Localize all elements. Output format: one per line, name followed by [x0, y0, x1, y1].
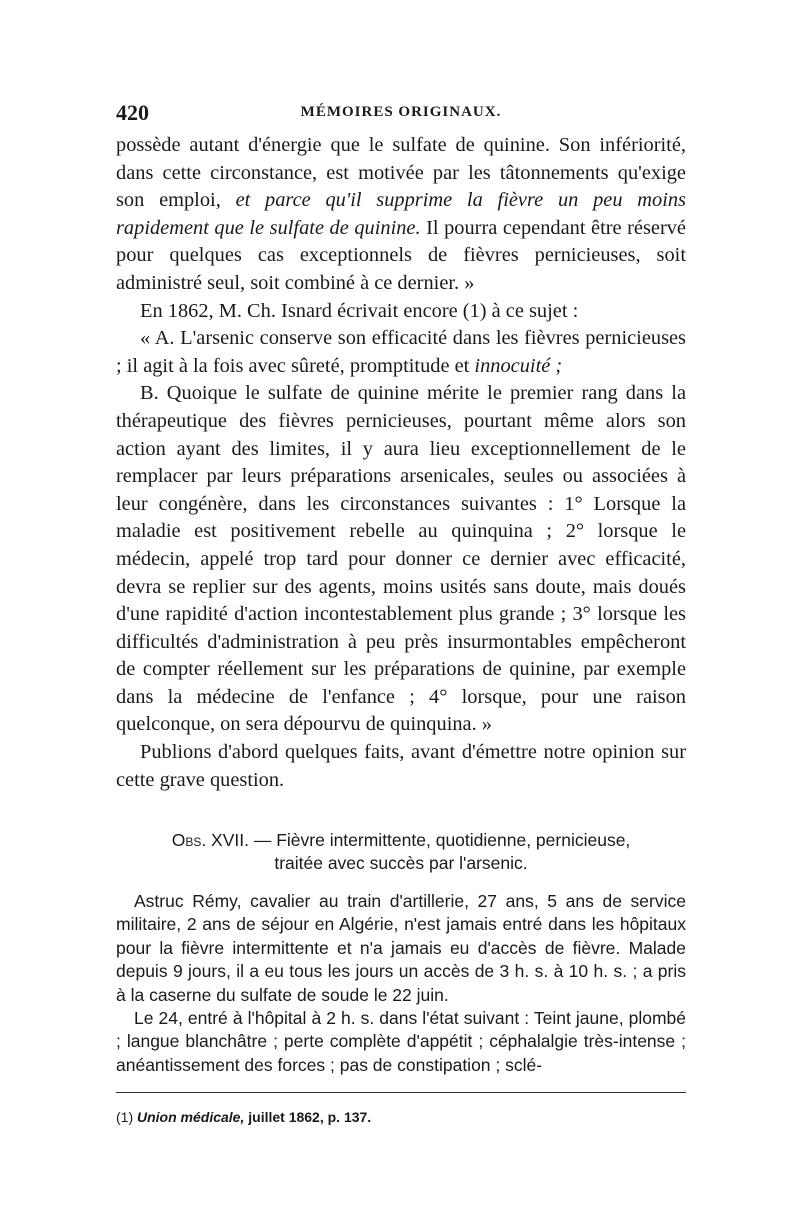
observation-heading-line2: traitée avec succès par l'arsenic. [274, 853, 528, 873]
footnote-source: Union médicale, [137, 1109, 245, 1125]
footnote-marker: (1) [116, 1109, 137, 1125]
page-number: 420 [116, 100, 149, 125]
quote-paragraph-a: « A. L'arsenic conserve son efficacité dans les fièvres pernicieuses ; il agit à la fois avec sûreté, promptitude et innocuité ; [116, 327, 686, 377]
running-head [116, 100, 686, 124]
paragraph: En 1862, M. Ch. Isnard écrivait encore (1) à ce sujet : [140, 299, 579, 322]
observation-paragraph: Le 24, entré à l'hôpital à 2 h. s. dans l'état suivant : Teint jaune, plombé ; langue blanchâtre ; perte complète d'appétit ; céphalalgie très-intense ; anéantissement des forces ; pas de constipation ; sclé- [116, 1008, 686, 1075]
observation-text [116, 890, 686, 1077]
observation-heading-line1: Obs. XVII. — Fièvre intermittente, quotidienne, pernicieuse, [171, 830, 631, 850]
footnote-divider [116, 1092, 686, 1093]
footnote: (1) Union médicale, juillet 1862, p. 137. [116, 1109, 372, 1125]
main-text [116, 132, 686, 794]
quote-paragraph-b: B. Quoique le sulfate de quinine mérite le premier rang dans la thérapeutique des fièvres pernicieuses, pourtant même alors son action ayant des limites, il y aura lieu exceptionnellement de le remplacer par leurs préparations arsenicales, seules ou associées à leur congénère, dans les circonstances suivantes : 1° Lorsque la maladie est positivement rebelle au quinquina ; 2° lorsque le médecin, appelé trop tard pour donner ce dernier avec efficacité, devra se replier sur des agents, moins usités sans doute, mais doués d'une rapidité d'action incontestablement plus grande ; 3° lorsque les difficultés d'administration à peu près insurmontables empêcheront de compter réellement sur les préparations de quinine, par exemple dans la médecine de l'enfance ; 4° lorsque, pour une raison quelconque, on sera dépourvu de quinquina. » [116, 382, 686, 736]
observation-paragraph: Astruc Rémy, cavalier au train d'artillerie, 27 ans, 5 ans de service militaire, 2 ans de séjour en Algérie, n'est jamais entré dans les hôpitaux pour la fièvre intermittente et n'a jamais eu d'accès de fièvre. Malade depuis 9 jours, il a eu tous les jours un accès de 3 h. s. à 10 h. s. ; a pris à la caserne du sulfate de soude le 22 juin. [116, 891, 686, 1005]
paragraph: Publions d'abord quelques faits, avant d'émettre notre opinion sur cette grave question. [116, 741, 686, 791]
section-title: MÉMOIRES ORIGINAUX. [300, 104, 502, 120]
observation-heading [116, 829, 686, 875]
observation-label: Obs. XVII. [171, 830, 249, 850]
paragraph: possède autant d'énergie que le sulfate de quinine. Son infériorité, dans cette circonstance, est motivée par les tâtonnements qu'exige son emploi, et parce qu'il supprime la fièvre un peu moins rapidement que le sulfate de quinine. Il pourra cependant être réservé pour quelques cas exceptionnels de fièvres pernicieuses, soit administré seul, soit combiné à ce dernier. » [116, 134, 686, 294]
